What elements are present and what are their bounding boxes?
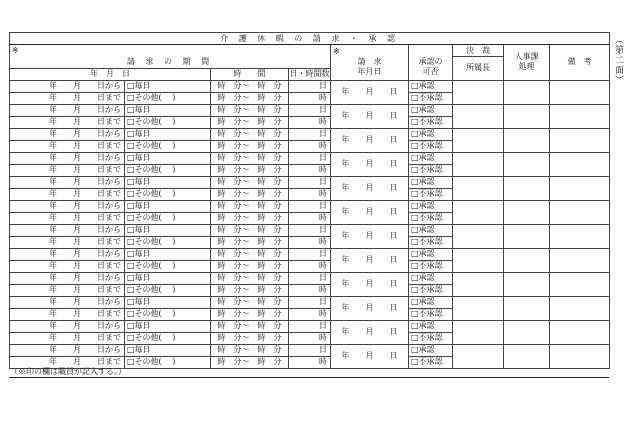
reject-option: □不承認 [409,140,453,152]
reject-option: □不承認 [409,236,453,248]
hr-label: 人事課 [514,52,539,62]
time-range: 時 分〜 時 分 [211,224,289,236]
option-daily: □毎日 [125,176,211,188]
date-from: 年 月 日から [10,224,125,236]
request-date-label: 請 求 [357,57,382,67]
dept-head-cell [453,272,504,296]
remarks-cell [550,296,610,320]
time-range: 時 分〜 時 分 [211,248,289,260]
reject-option: □不承認 [409,260,453,272]
time-range: 時 分〜 時 分 [211,152,289,164]
reject-option: □不承認 [409,164,453,176]
time-range: 時 分〜 時 分 [211,272,289,284]
date-from: 年 月 日から [10,272,125,284]
remarks-header: 備 考 [550,45,610,81]
remarks-cell [550,344,610,368]
option-daily: □毎日 [125,296,211,308]
hr-label2: 処理 [518,62,535,72]
unit-hour: 時 [289,236,331,248]
date-from: 年 月 日から [10,152,125,164]
request-date: 年 月 日 [331,320,409,344]
reject-option: □不承認 [409,332,453,344]
dept-head-cell [453,104,504,128]
request-date-label2: 年月日 [357,67,382,77]
remarks-cell [550,128,610,152]
remarks-cell [550,248,610,272]
unit-day: 日 [289,344,331,356]
dept-head-cell [453,248,504,272]
option-other: □その他( ) [125,92,211,104]
dept-head-header: 所属長 [453,57,504,81]
unit-day: 日 [289,200,331,212]
option-daily: □毎日 [125,272,211,284]
request-row [10,248,610,260]
hr-cell [504,272,550,296]
option-other: □その他( ) [125,356,211,368]
request-row [10,200,610,212]
hr-cell [504,224,550,248]
unit-hour: 時 [289,92,331,104]
unit-hour: 時 [289,332,331,344]
dept-head-cell [453,224,504,248]
reject-option: □不承認 [409,212,453,224]
reject-option: □不承認 [409,308,453,320]
option-daily: □毎日 [125,200,211,212]
request-row [10,80,610,92]
hr-cell [504,248,550,272]
unit-day: 日 [289,176,331,188]
time-range: 時 分〜 時 分 [211,332,289,344]
time-range: 時 分〜 時 分 [211,164,289,176]
hr-cell [504,344,550,368]
date-from: 年 月 日から [10,104,125,116]
note-divider [9,377,609,378]
dept-head-cell [453,80,504,104]
date-to: 年 月 日まで [10,308,125,320]
page-label: （第二面） [613,35,623,85]
option-other: □その他( ) [125,164,211,176]
request-date: 年 月 日 [331,176,409,200]
remarks-cell [550,104,610,128]
option-other: □その他( ) [125,140,211,152]
time-range: 時 分〜 時 分 [211,296,289,308]
option-other: □その他( ) [125,236,211,248]
remarks-cell [550,272,610,296]
remarks-cell [550,224,610,248]
approve-option: □承認 [409,128,453,140]
date-to: 年 月 日まで [10,236,125,248]
days-col-header: 日・時間数 [289,69,330,78]
time-range: 時 分〜 時 分 [211,128,289,140]
remarks-cell [550,176,610,200]
decision-header: 決 裁 [453,45,504,57]
form-note: （※印の欄は職員が記入する。） [10,367,126,376]
option-daily: □毎日 [125,152,211,164]
form-title: 介 護 休 暇 の 請 求 ・ 承 認 [10,33,610,45]
time-range: 時 分〜 時 分 [211,212,289,224]
remarks-cell [550,320,610,344]
time-range: 時 分〜 時 分 [211,92,289,104]
hr-cell [504,320,550,344]
approve-option: □承認 [409,272,453,284]
time-range: 時 分〜 時 分 [211,356,289,368]
time-range: 時 分〜 時 分 [211,344,289,356]
request-row [10,104,610,116]
reject-option: □不承認 [409,188,453,200]
approve-option: □承認 [409,344,453,356]
date-to: 年 月 日まで [10,92,125,104]
request-date: 年 月 日 [331,344,409,368]
unit-hour: 時 [289,356,331,368]
date-from: 年 月 日から [10,80,125,92]
date-to: 年 月 日まで [10,284,125,296]
option-daily: □毎日 [125,248,211,260]
approve-option: □承認 [409,248,453,260]
unit-hour: 時 [289,116,331,128]
hr-cell [504,176,550,200]
time-range: 時 分〜 時 分 [211,176,289,188]
option-other: □その他( ) [125,260,211,272]
option-other: □その他( ) [125,188,211,200]
unit-day: 日 [289,320,331,332]
request-row [10,152,610,164]
dept-head-cell [453,152,504,176]
date-to: 年 月 日まで [10,260,125,272]
approval-label2: 可否 [422,67,439,77]
time-range: 時 分〜 時 分 [211,140,289,152]
request-date: 年 月 日 [331,200,409,224]
dept-head-cell [453,128,504,152]
request-row [10,296,610,308]
dept-head-cell [453,344,504,368]
dept-head-cell [453,320,504,344]
dept-head-cell [453,200,504,224]
request-date: 年 月 日 [331,104,409,128]
approval-label: 承認の [418,57,443,67]
request-date-header [331,45,409,81]
leave-request-form [9,32,610,369]
request-date: 年 月 日 [331,272,409,296]
remarks-cell [550,200,610,224]
hr-cell [504,128,550,152]
date-to: 年 月 日まで [10,116,125,128]
date-from: 年 月 日から [10,248,125,260]
unit-hour: 時 [289,260,331,272]
unit-day: 日 [289,224,331,236]
date-col-header: 年 月 日 [10,68,211,80]
reject-option: □不承認 [409,92,453,104]
date-from: 年 月 日から [10,128,125,140]
option-other: □その他( ) [125,116,211,128]
hr-cell [504,200,550,224]
option-daily: □毎日 [125,128,211,140]
approve-option: □承認 [409,296,453,308]
reject-option: □不承認 [409,356,453,368]
unit-hour: 時 [289,188,331,200]
option-other: □その他( ) [125,284,211,296]
date-to: 年 月 日まで [10,140,125,152]
approve-option: □承認 [409,104,453,116]
request-row [10,224,610,236]
time-range: 時 分〜 時 分 [211,284,289,296]
dept-head-cell [453,176,504,200]
mark-left: ※ [10,45,331,57]
remarks-cell [550,80,610,104]
date-to: 年 月 日まで [10,356,125,368]
option-daily: □毎日 [125,344,211,356]
unit-day: 日 [289,296,331,308]
unit-day: 日 [289,80,331,92]
request-date: 年 月 日 [331,224,409,248]
approval-header [409,45,453,81]
option-daily: □毎日 [125,224,211,236]
time-col-header: 時 間 [211,68,289,80]
option-other: □その他( ) [125,332,211,344]
date-from: 年 月 日から [10,200,125,212]
approve-option: □承認 [409,224,453,236]
unit-day: 日 [289,272,331,284]
time-range: 時 分〜 時 分 [211,188,289,200]
dept-head-cell [453,296,504,320]
request-row [10,176,610,188]
approve-option: □承認 [409,200,453,212]
date-from: 年 月 日から [10,344,125,356]
date-from: 年 月 日から [10,320,125,332]
request-date: 年 月 日 [331,248,409,272]
hr-cell [504,80,550,104]
unit-hour: 時 [289,140,331,152]
request-date: 年 月 日 [331,80,409,104]
reject-option: □不承認 [409,284,453,296]
request-date: 年 月 日 [331,152,409,176]
mark-right: ※ [333,47,340,57]
hr-cell [504,152,550,176]
unit-day: 日 [289,104,331,116]
unit-hour: 時 [289,212,331,224]
request-period-header: 請 求 の 期 間 [10,57,331,69]
option-daily: □毎日 [125,320,211,332]
approve-option: □承認 [409,152,453,164]
time-range: 時 分〜 時 分 [211,200,289,212]
date-to: 年 月 日まで [10,164,125,176]
approve-option: □承認 [409,80,453,92]
request-row [10,344,610,356]
unit-day: 日 [289,128,331,140]
date-to: 年 月 日まで [10,188,125,200]
time-range: 時 分〜 時 分 [211,308,289,320]
hr-header [504,45,550,81]
option-daily: □毎日 [125,104,211,116]
date-from: 年 月 日から [10,296,125,308]
date-from: 年 月 日から [10,176,125,188]
option-other: □その他( ) [125,212,211,224]
time-range: 時 分〜 時 分 [211,116,289,128]
time-range: 時 分〜 時 分 [211,260,289,272]
reject-option: □不承認 [409,116,453,128]
unit-day: 日 [289,248,331,260]
option-other: □その他( ) [125,308,211,320]
time-range: 時 分〜 時 分 [211,104,289,116]
hr-cell [504,296,550,320]
request-row [10,272,610,284]
request-row [10,128,610,140]
time-range: 時 分〜 時 分 [211,80,289,92]
time-range: 時 分〜 時 分 [211,236,289,248]
option-daily: □毎日 [125,80,211,92]
request-row [10,320,610,332]
date-to: 年 月 日まで [10,332,125,344]
date-to: 年 月 日まで [10,212,125,224]
unit-hour: 時 [289,164,331,176]
unit-day: 日 [289,152,331,164]
unit-hour: 時 [289,308,331,320]
request-date: 年 月 日 [331,128,409,152]
hr-cell [504,104,550,128]
remarks-cell [550,152,610,176]
approve-option: □承認 [409,176,453,188]
unit-hour: 時 [289,284,331,296]
request-date: 年 月 日 [331,296,409,320]
approve-option: □承認 [409,320,453,332]
time-range: 時 分〜 時 分 [211,320,289,332]
